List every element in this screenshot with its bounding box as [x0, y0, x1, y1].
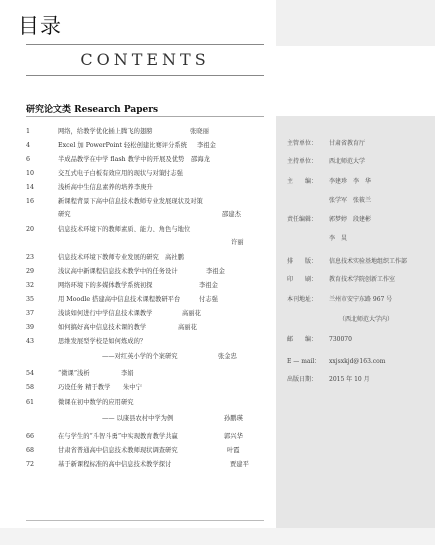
toc-entry-title: 新课程背景下高中信息技术教师专业发展现状及对策 — [58, 198, 203, 205]
toc-entry[interactable] — [0, 224, 276, 236]
toc-entry[interactable] — [0, 397, 276, 409]
info-row — [287, 214, 432, 226]
toc-page-number: 14 — [26, 184, 35, 191]
toc-entry-author: 张金忠 — [218, 353, 237, 360]
toc-entry[interactable] — [0, 237, 276, 249]
toc-page-number: 39 — [26, 324, 35, 331]
toc-page-number: 23 — [26, 254, 35, 261]
toc-entry-title: 网络环境下的多媒体教学系统初探 — [58, 282, 153, 289]
toc-entry[interactable] — [0, 294, 276, 306]
section-divider — [26, 116, 264, 117]
toc-entry-title: 如何搞好高中信息技术课的教学 — [58, 324, 147, 331]
info-value: 张学军 张筱兰 — [329, 197, 372, 204]
toc-entry-author: 高丽花 — [182, 310, 201, 317]
toc-entry-author: 邵海龙 — [191, 156, 210, 163]
toc-page-number: 72 — [26, 461, 35, 468]
info-row — [287, 138, 432, 150]
info-value: （西北师范大学内） — [339, 316, 394, 323]
toc-page-number: 54 — [26, 370, 35, 377]
toc-entry-author: 李祖金 — [206, 268, 225, 275]
toc-page-number: 10 — [26, 170, 35, 177]
toc-entry-title: 研究 — [58, 211, 71, 218]
toc-page-number: 1 — [26, 128, 31, 135]
toc-entry-title: 信息技术环境下的教师素质、能力、角色与地位 — [58, 226, 191, 233]
toc-page-number: 58 — [26, 384, 35, 391]
contents-banner — [26, 44, 264, 76]
toc-entry-author: 高社鹏 — [165, 254, 184, 261]
toc-entry[interactable] — [0, 445, 276, 457]
toc-entry[interactable] — [0, 140, 276, 152]
info-row — [287, 294, 432, 306]
sidebar-top-band — [276, 0, 435, 46]
toc-entry-author: 许丽 — [231, 239, 244, 246]
toc-entry-title: —— 以康县农村中学为例 — [102, 415, 174, 422]
toc-entry[interactable] — [0, 209, 276, 221]
toc-entry-author: 李祖金 — [197, 142, 216, 149]
info-value: 教育技术学院创新工作室 — [329, 276, 396, 283]
toc-entry-author: 叶霞 — [227, 447, 240, 454]
sidebar-white-band — [276, 46, 435, 116]
toc-entry-title: 浅谈如何进行中学信息技术课教学 — [58, 310, 153, 317]
toc-page-number: 37 — [26, 310, 35, 317]
toc-page-number: 43 — [26, 338, 35, 345]
info-label: E — mail： — [287, 358, 321, 365]
toc-entry[interactable] — [0, 266, 276, 278]
toc-page-number: 16 — [26, 198, 35, 205]
info-row — [287, 334, 432, 346]
toc-entry-title: ——对红英小学的个案研究 — [102, 353, 178, 360]
info-row — [287, 195, 432, 207]
toc-entry-author: 孙鹏瑛 — [224, 415, 243, 422]
info-value: 李建珍 李 华 — [329, 178, 372, 185]
toc-entry-author: 贾建平 — [230, 461, 249, 468]
toc-entry-title: 用 Moodle 搭建高中信息技术课程教研平台 — [58, 296, 181, 303]
toc-entry-author: 李娟 — [121, 370, 134, 377]
info-value: 兰州市安宁东路 967 号 — [329, 296, 393, 303]
info-label: 主 编： — [287, 178, 318, 185]
bottom-band — [0, 528, 435, 545]
info-value: 信息技术实验基地组织工作部 — [329, 258, 408, 265]
toc-entry[interactable] — [0, 351, 276, 363]
toc-entry-title: 浅议高中新课程信息技术教学中的任务设计 — [58, 268, 178, 275]
toc-entry-title: 巧设任务 精于教学 — [58, 384, 111, 391]
toc-entry-author: 朱中宁 — [123, 384, 142, 391]
info-row — [287, 356, 432, 368]
toc-entry[interactable] — [0, 182, 276, 194]
toc-entry-author: 郭兴华 — [224, 433, 243, 440]
toc-entry[interactable] — [0, 308, 276, 320]
toc-entry[interactable] — [0, 413, 276, 425]
info-value: 西北师范大学 — [329, 158, 366, 165]
bottom-divider — [26, 520, 264, 521]
toc-page-number: 66 — [26, 433, 35, 440]
toc-entry-title: “微课”浅析 — [58, 370, 90, 377]
toc-entry[interactable] — [0, 280, 276, 292]
toc-entry[interactable] — [0, 322, 276, 334]
toc-entry-title: 甘肃省普通高中信息技术教师现状调查研究 — [58, 447, 178, 454]
toc-page-number: 35 — [26, 296, 35, 303]
toc-page-number: 20 — [26, 226, 35, 233]
toc-entry-author: 付志强 — [199, 296, 218, 303]
info-value: 2015 年 10 月 — [329, 376, 370, 383]
info-row — [287, 156, 432, 168]
info-row — [287, 374, 432, 386]
toc-page-number: 6 — [26, 156, 31, 163]
toc-entry-author: 李祖金 — [199, 282, 218, 289]
toc-entry[interactable] — [0, 336, 276, 348]
toc-entry[interactable] — [0, 126, 276, 138]
info-row — [287, 233, 432, 245]
info-value: 郭梦婷 段建彬 — [329, 216, 372, 223]
info-row — [287, 314, 432, 326]
toc-entry-title: Excel 加 PowerPoint 轻松创建比赛评分系统 — [58, 142, 187, 149]
info-label: 邮 编： — [287, 336, 318, 343]
toc-entry-title: 浅析高中生信息素养的培养 — [58, 184, 134, 191]
toc-page-number: 4 — [26, 142, 31, 149]
info-label: 责任编辑： — [287, 216, 318, 223]
toc-page-number: 68 — [26, 447, 35, 454]
toc-entry-title: 思维发展型学校是如何炼成的？ — [58, 338, 147, 345]
toc-entry-title: 在与学生的“斗智斗勇”中实现教育教学共赢 — [58, 433, 178, 440]
toc-entry[interactable] — [0, 431, 276, 443]
toc-entry[interactable] — [0, 154, 276, 166]
toc-page-number: 32 — [26, 282, 35, 289]
toc-entry-title: 微课在初中数学的应用研究 — [58, 399, 134, 406]
info-row — [287, 176, 432, 188]
toc-entry-author: 张晓丽 — [190, 128, 209, 135]
toc-entry-title: 基于新课程标准的高中信息技术教学探讨 — [58, 461, 172, 468]
info-label: 排 版： — [287, 258, 318, 265]
info-value: xxjsxkjd@163.com — [329, 358, 386, 365]
toc-entry-title: 半成品教学在中学 flash 教学中的开展及优势 — [58, 156, 185, 163]
contents-label: CONTENTS — [80, 50, 210, 69]
info-label: 本刊地址： — [287, 296, 318, 303]
toc-entry-author: 邵建杰 — [222, 211, 241, 218]
toc-entry-title: 信息技术环境下教师专业发展的研究 — [58, 254, 159, 261]
info-row — [287, 274, 432, 286]
info-label: 出版日期： — [287, 376, 318, 383]
info-value: 甘肃省教育厅 — [329, 140, 366, 147]
toc-entry[interactable] — [0, 252, 276, 264]
toc-entry-title: 交互式电子白板有效应用的现状与对策 — [58, 170, 166, 177]
toc-entry-author: 李庚升 — [134, 184, 153, 191]
info-value: 730070 — [329, 336, 352, 343]
toc-entry[interactable] — [0, 168, 276, 180]
toc-page-number: 29 — [26, 268, 35, 275]
info-label: 印 刷： — [287, 276, 318, 283]
info-row — [287, 256, 432, 268]
toc-page-number: 61 — [26, 399, 35, 406]
toc-entry[interactable] — [0, 368, 276, 380]
toc-entry[interactable] — [0, 382, 276, 394]
info-label: 主持单位： — [287, 158, 318, 165]
toc-entry-author: 高丽花 — [178, 324, 197, 331]
toc-entry[interactable] — [0, 196, 276, 208]
toc-entry[interactable] — [0, 459, 276, 471]
info-label: 主管单位： — [287, 140, 318, 147]
toc-entry-author: 付志强 — [164, 170, 183, 177]
info-value: 李 炅 — [329, 235, 348, 242]
section-heading: 研究论文类 Research Papers — [26, 105, 159, 115]
page-title: 目录 — [18, 14, 62, 38]
toc-entry-title: 网络，给教学优化插上腾飞的翅膀 — [58, 128, 153, 135]
